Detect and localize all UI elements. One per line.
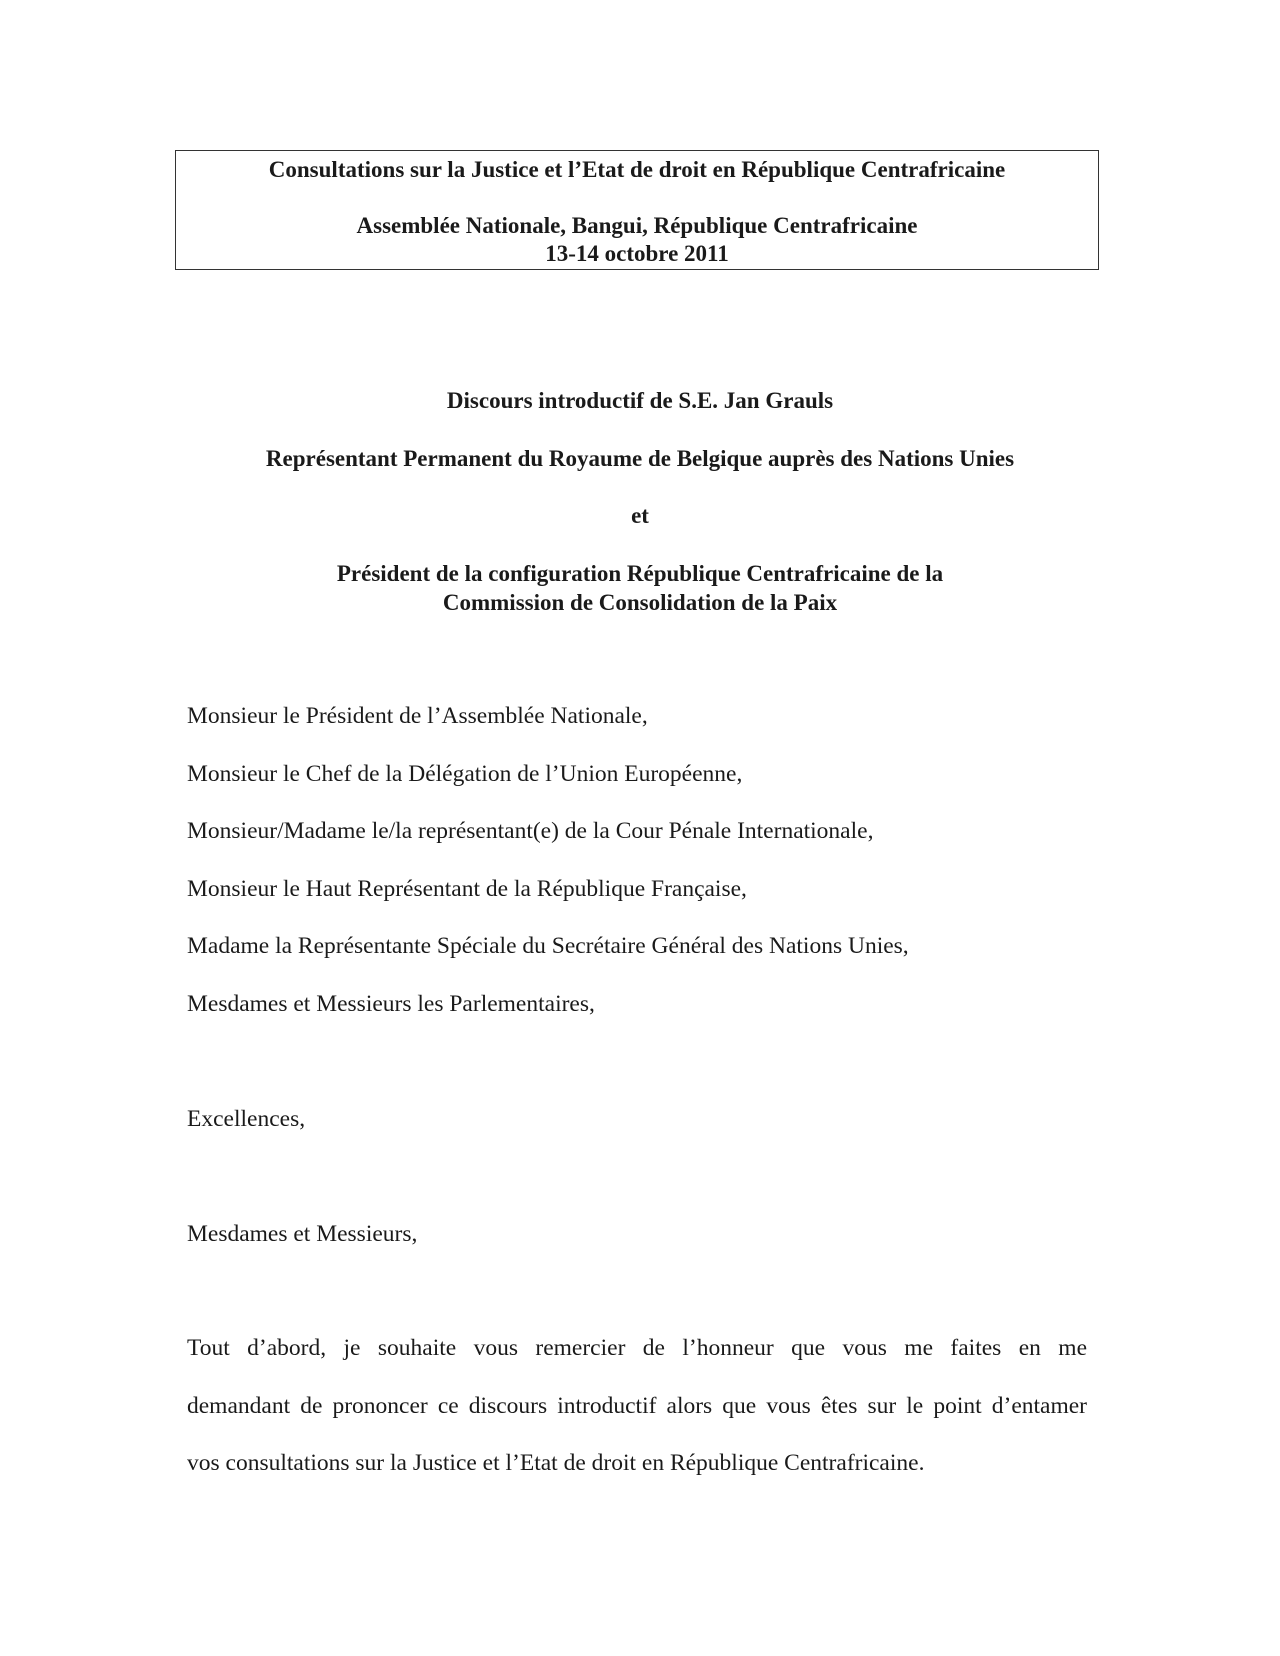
speaker-role-2-line2: Commission de Consolidation de la Paix: [442, 590, 838, 615]
header-box: [175, 150, 1099, 270]
salutation-line: Monsieur le Président de l’Assemblée Nationale,: [187, 703, 648, 729]
salutation-line: Monsieur le Haut Représentant de la République Française,: [187, 876, 747, 902]
speaker-role-2-line1: Président de la configuration République Centrafricaine de la: [336, 561, 944, 586]
mesdames-greeting: Mesdames et Messieurs,: [187, 1221, 418, 1247]
header-title: Consultations sur la Justice et l’Etat de droit en République Centrafricaine: [268, 157, 1006, 182]
header-venue: Assemblée Nationale, Bangui, République Centrafricaine: [356, 213, 918, 238]
salutation-line: Mesdames et Messieurs les Parlementaires,: [187, 991, 595, 1017]
paragraph-line: vos consultations sur la Justice et l’Etat de droit en République Centrafricaine.: [187, 1450, 925, 1476]
paragraph-line: demandant de prononcer ce discours introductif alors que vous êtes sur le point d’entamer: [187, 1393, 1087, 1419]
paragraph-line: Tout d’abord, je souhaite vous remercier de l’honneur que vous me faites en me: [187, 1335, 1087, 1361]
header-date: 13-14 octobre 2011: [545, 241, 729, 266]
speaker-role-1: Représentant Permanent du Royaume de Belgique auprès des Nations Unies: [265, 446, 1015, 471]
salutation-line: Monsieur le Chef de la Délégation de l’Union Européenne,: [187, 761, 743, 787]
salutation-line: Monsieur/Madame le/la représentant(e) de la Cour Pénale Internationale,: [187, 818, 874, 844]
speech-title: Discours introductif de S.E. Jan Grauls: [446, 388, 834, 413]
salutation-line: Madame la Représentante Spéciale du Secrétaire Général des Nations Unies,: [187, 933, 909, 959]
conjunction: et: [631, 503, 649, 528]
excellences-greeting: Excellences,: [187, 1106, 306, 1132]
